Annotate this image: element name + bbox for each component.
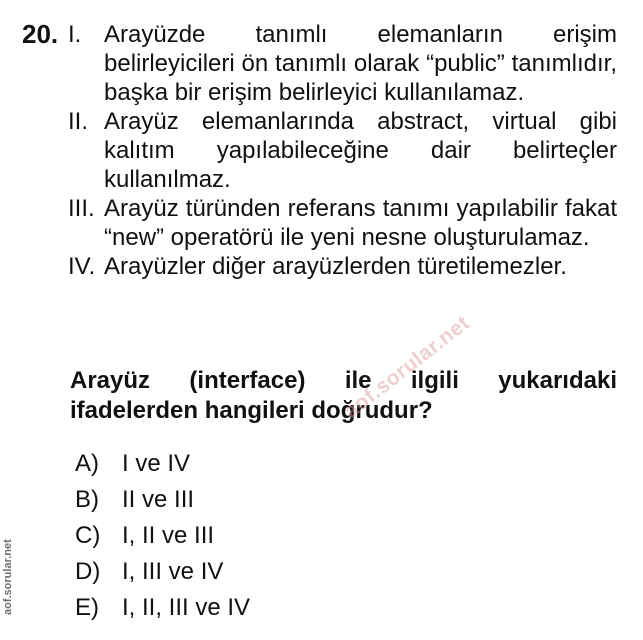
question-number: 20. bbox=[22, 19, 59, 49]
option-e[interactable] bbox=[75, 590, 250, 626]
option-d[interactable] bbox=[75, 554, 250, 590]
option-letter: D) bbox=[75, 558, 101, 585]
option-letter: C) bbox=[75, 522, 101, 549]
statement-text: Arayüz türünden referans tanımı yapılabilir fakat “new” operatörü ile yeni nesne oluşturulamaz. bbox=[104, 195, 617, 251]
option-text: I, II, III ve IV bbox=[122, 594, 251, 621]
option-letter: E) bbox=[75, 594, 99, 621]
side-watermark: aof.sorular.net bbox=[2, 539, 14, 615]
option-text: I ve IV bbox=[122, 450, 191, 477]
answer-options bbox=[75, 446, 250, 626]
diagonal-watermark: aof.sorular.net bbox=[340, 311, 475, 424]
option-text: I, II ve III bbox=[122, 522, 215, 549]
statement-1 bbox=[68, 20, 617, 107]
statement-numeral: I. bbox=[68, 21, 82, 48]
statement-numeral: IV. bbox=[68, 253, 96, 280]
option-b[interactable] bbox=[75, 482, 250, 518]
option-text: II ve III bbox=[122, 486, 195, 513]
statement-list bbox=[68, 20, 617, 281]
statement-4 bbox=[68, 252, 617, 281]
option-a[interactable] bbox=[75, 446, 250, 482]
statement-text: Arayüzde tanımlı elemanların erişim belirleyicileri ön tanımlı olarak “public” tanımlıdır, başka bir erişim belirleyici kullanılamaz. bbox=[104, 21, 617, 106]
statement-2 bbox=[68, 107, 617, 194]
statement-numeral: III. bbox=[68, 195, 95, 222]
option-text: I, III ve IV bbox=[122, 558, 224, 585]
option-c[interactable] bbox=[75, 518, 250, 554]
statement-3 bbox=[68, 194, 617, 252]
statement-text: Arayüz elemanlarında abstract, virtual gibi kalıtım yapılabileceğine dair belirteçler kullanılmaz. bbox=[104, 108, 617, 193]
statement-text: Arayüzler diğer arayüzlerden türetilemezler. bbox=[104, 253, 567, 280]
option-letter: A) bbox=[75, 450, 99, 477]
question-prompt: Arayüz (interface) ile ilgili yukarıdaki ifadelerden hangileri doğrudur? bbox=[70, 367, 617, 424]
statement-numeral: II. bbox=[68, 108, 89, 135]
option-letter: B) bbox=[75, 486, 99, 513]
